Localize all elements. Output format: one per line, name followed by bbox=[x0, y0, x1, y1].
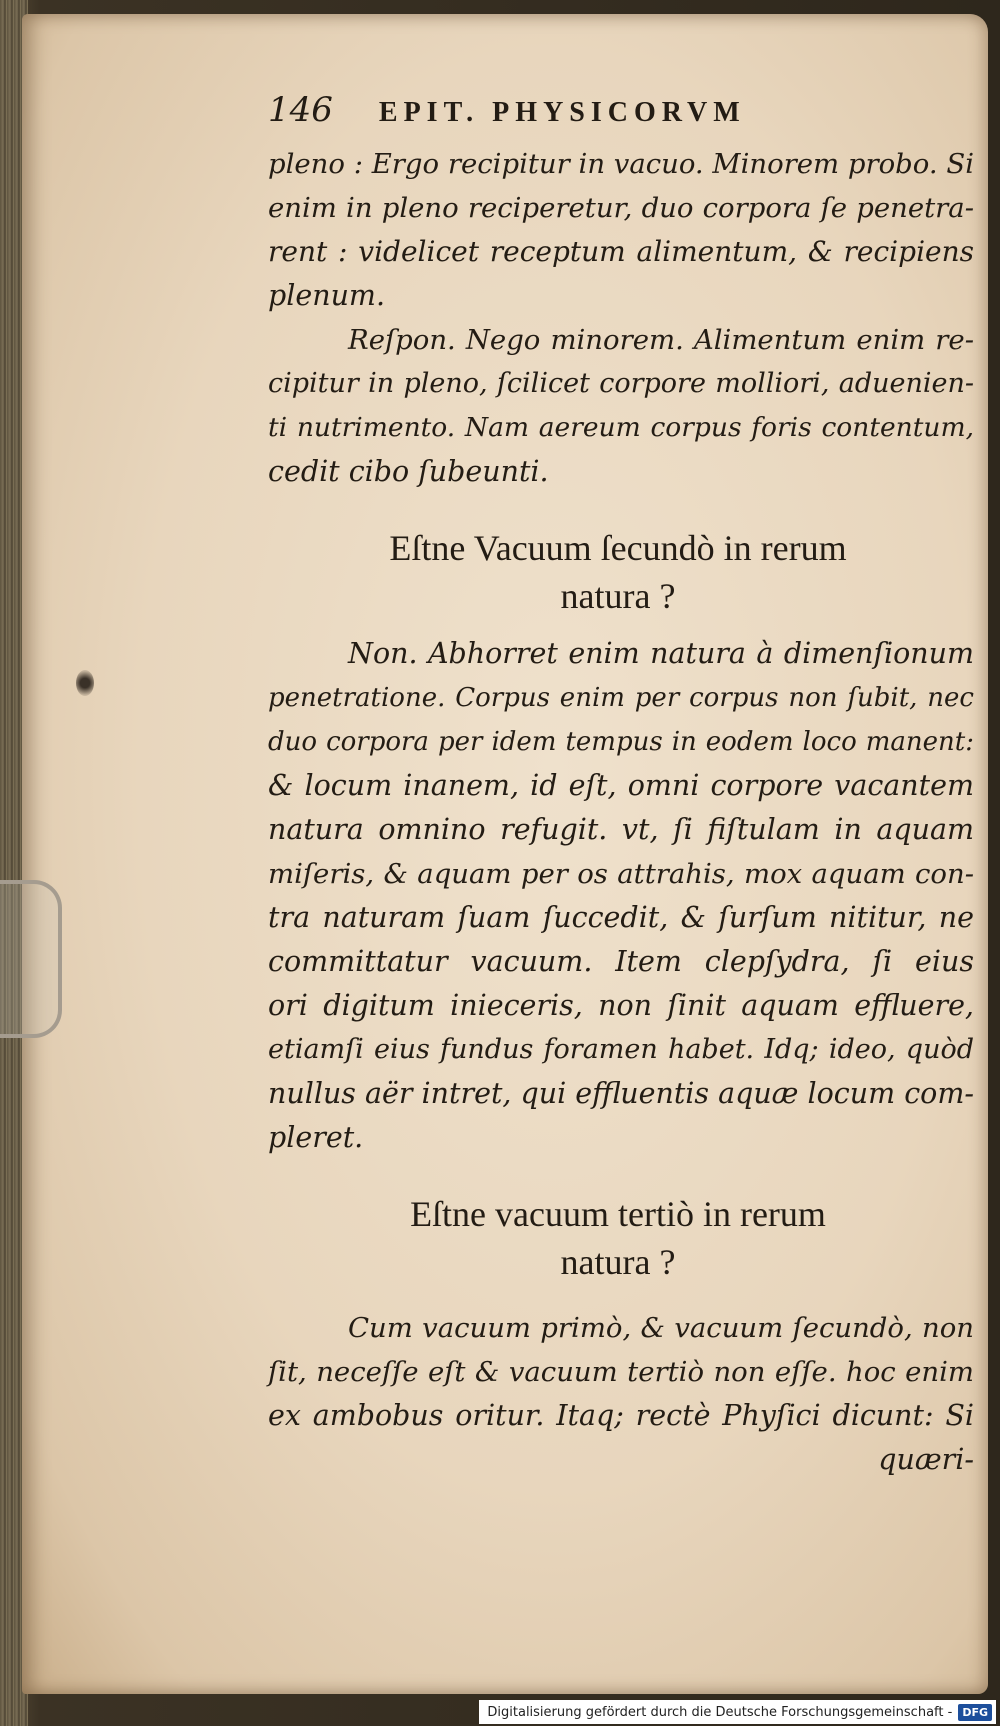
ink-stain bbox=[76, 670, 94, 696]
section-heading-1 bbox=[268, 524, 968, 620]
text-line: pleret. bbox=[268, 1121, 364, 1154]
text-line: pleno : Ergo recipitur in vacuo. Minorem probo. Si bbox=[268, 148, 974, 180]
dfg-logo-icon: DFG bbox=[958, 1704, 992, 1721]
text-line: ſit, neceſſe eſt & vacuum tertiò non eſſe. hoc enim bbox=[268, 1356, 974, 1388]
text-line: natura omnino refugit. vt, ſi fiſtulam in aquam bbox=[268, 813, 974, 846]
paragraph-block-2 bbox=[268, 632, 974, 1160]
heading-line: Eſtne Vacuum ſecundò in rerum bbox=[389, 528, 847, 568]
text-line: miſeris, & aquam per os attrahis, mox aquam con- bbox=[268, 858, 974, 890]
digitization-credit bbox=[479, 1700, 996, 1724]
text-line: ex ambobus oritur. Itaq; rectè Phyſici dicunt: Si bbox=[268, 1399, 974, 1432]
text-line: Non. Abhorret enim natura à dimenſionum bbox=[348, 637, 974, 670]
text-line: tra naturam ſuam ſuccedit, & ſurſum nititur, ne bbox=[268, 901, 974, 934]
running-title: EPIT. PHYSICORVM bbox=[378, 97, 746, 128]
text-line: plenum. bbox=[268, 279, 386, 312]
text-line: enim in pleno reciperetur, duo corpora ſe penetra- bbox=[268, 192, 974, 224]
text-line: & locum inanem, id eſt, omni corpore vacantem bbox=[268, 769, 974, 802]
text-line: committatur vacuum. Item clepſydra, ſi eius bbox=[268, 945, 974, 978]
text-line: cipitur in pleno, ſcilicet corpore molliori, aduenien- bbox=[268, 368, 974, 399]
text-line: cedit cibo ſubeunti. bbox=[268, 455, 549, 488]
catchword: quæri- bbox=[878, 1443, 974, 1476]
text-line: ori digitum inieceris, non ſinit aquam effluere, bbox=[268, 989, 974, 1022]
heading-line: natura ? bbox=[560, 1242, 676, 1282]
text-line: etiamſi eius fundus foramen habet. Idq; ideo, quòd bbox=[268, 1034, 974, 1065]
page-number: 146 bbox=[268, 90, 333, 130]
credit-text: Digitalisierung gefördert durch die Deutsche Forschungsgemeinschaft - bbox=[487, 1704, 953, 1720]
text-line: nullus aër intret, qui effluentis aquæ locum com- bbox=[268, 1077, 974, 1110]
text-line: duo corpora per idem tempus in eodem loco manent: bbox=[268, 727, 974, 757]
page-clip bbox=[0, 880, 62, 1038]
text-line: ti nutrimento. Nam aereum corpus foris contentum, bbox=[268, 412, 974, 443]
section-heading-2 bbox=[268, 1190, 968, 1286]
text-line: penetratione. Corpus enim per corpus non ſubit, nec bbox=[268, 683, 974, 713]
heading-line: Eſtne vacuum tertiò in rerum bbox=[410, 1194, 826, 1234]
heading-line: natura ? bbox=[560, 576, 676, 616]
paragraph-block-1 bbox=[268, 142, 974, 494]
text-line: rent : videlicet receptum alimentum, & recipiens bbox=[268, 235, 974, 268]
text-line: Reſpon. Nego minorem. Alimentum enim re- bbox=[348, 324, 974, 356]
text-line: Cum vacuum primò, & vacuum ſecundò, non bbox=[348, 1312, 974, 1344]
paragraph-block-3 bbox=[268, 1306, 974, 1482]
page-header bbox=[268, 90, 908, 130]
